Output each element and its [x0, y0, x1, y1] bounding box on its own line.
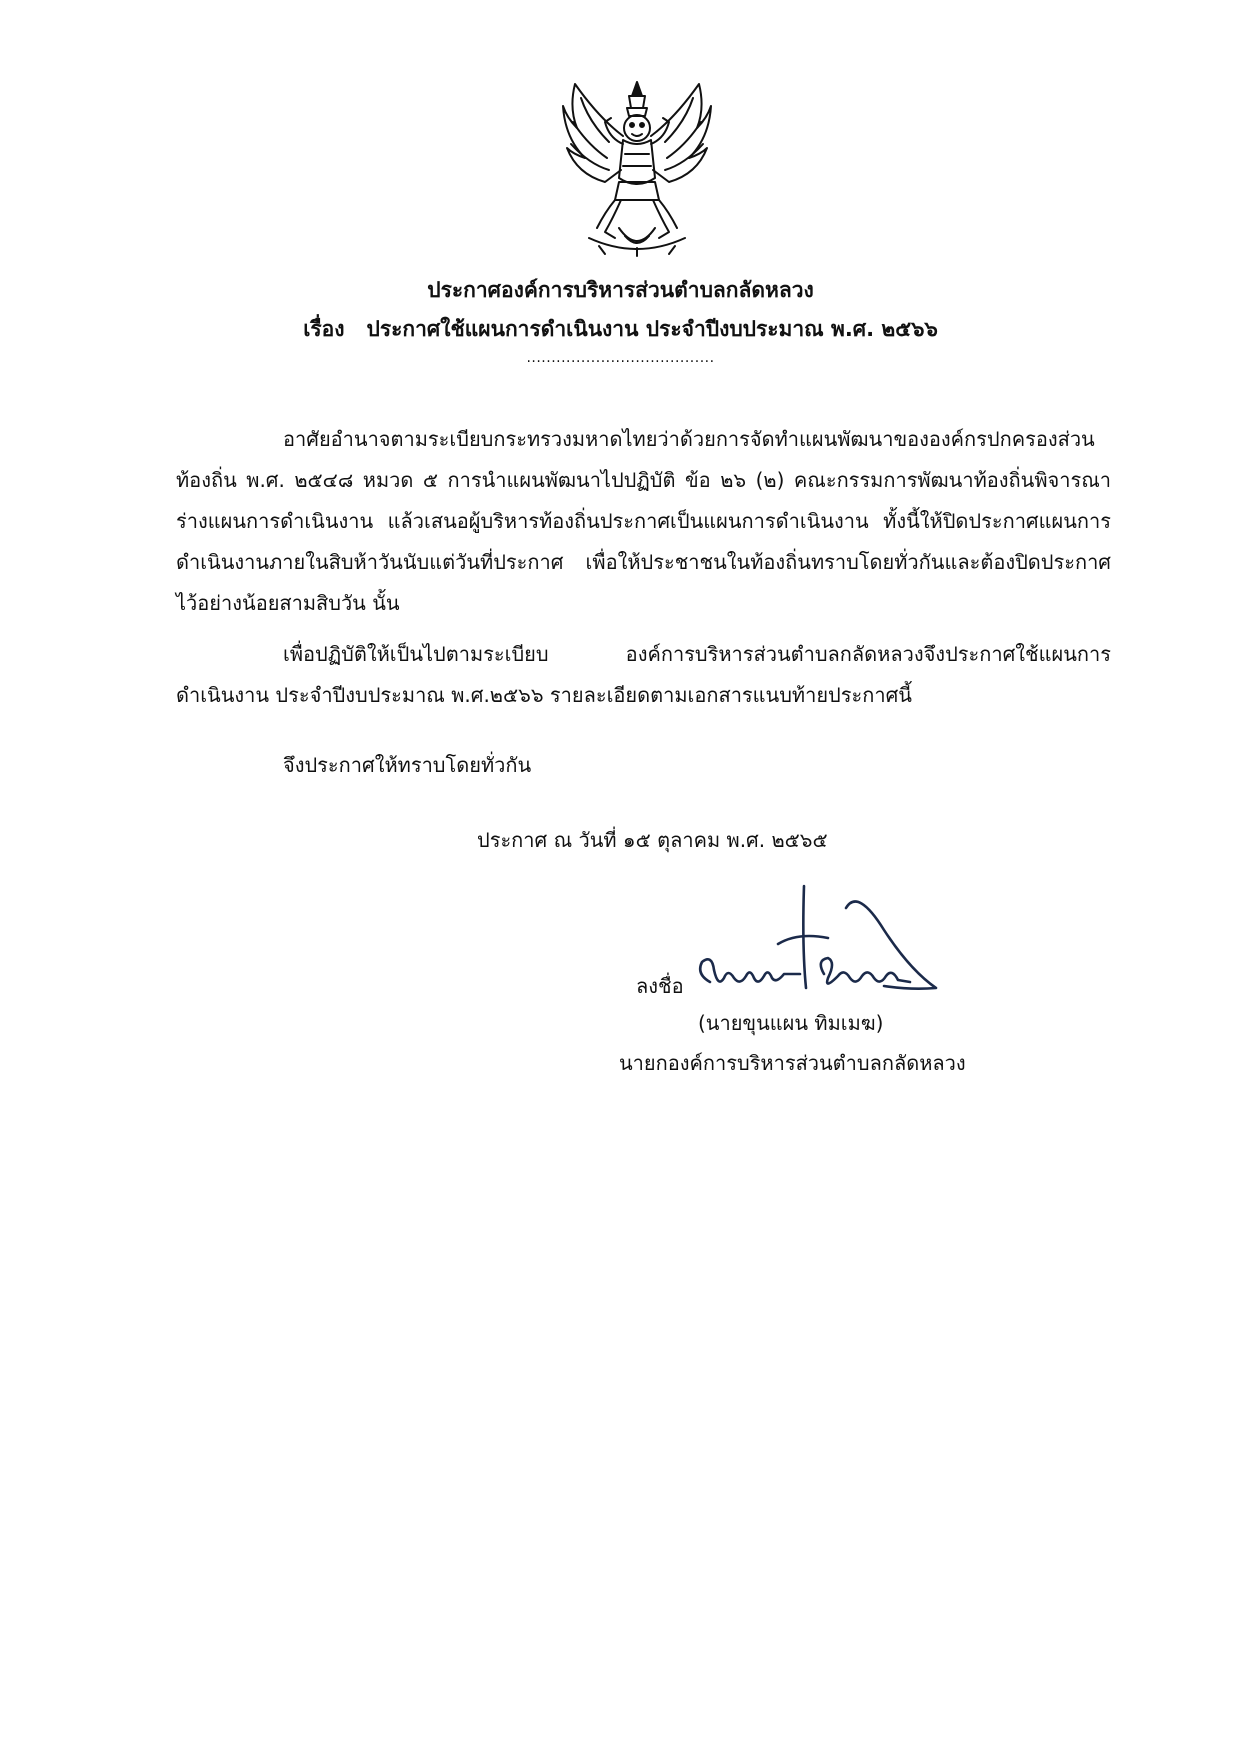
- title-separator: ......................................: [526, 350, 715, 366]
- paragraph-1-line-4: ดำเนินงานภายในสิบห้าวันนับแต่วันที่ประกาศ เพื่อให้ประชาชนในท้องถิ่นทราบโดยทั่วกันและต้องปิดประกาศ: [176, 550, 1111, 574]
- paragraph-1-line-3: ร่างแผนการดำเนินงาน แล้วเสนอผู้บริหารท้องถิ่นประกาศเป็นแผนการดำเนินงาน ทั้งนี้ให้ปิดประกาศแผนการ: [176, 509, 1111, 533]
- signatory-name: (นายขุนแผน ทิมเมฆ): [698, 1011, 884, 1035]
- paragraph-3: จึงประกาศให้ทราบโดยทั่วกัน: [283, 753, 532, 777]
- announcement-subject: [0, 315, 1241, 343]
- signature-label: ลงชื่อ: [636, 974, 684, 998]
- handwritten-signature: [688, 878, 948, 1008]
- paragraph-2-line-1: เพื่อปฏิบัติให้เป็นไปตามระเบียบ องค์การบริหารส่วนตำบลกลัดหลวงจึงประกาศใช้แผนการ: [283, 642, 1111, 666]
- paragraph-1-line-5: ไว้อย่างน้อยสามสิบวัน นั้น: [176, 591, 400, 615]
- signatory-position: นายกองค์การบริหารส่วนตำบลกลัดหลวง: [619, 1051, 966, 1075]
- paragraph-2-line-2: ดำเนินงาน ประจำปีงบประมาณ พ.ศ.๒๕๖๖ รายละเอียดตามเอกสารแนบท้ายประกาศนี้: [176, 683, 912, 707]
- subject-label: เรื่อง: [303, 317, 345, 341]
- announcement-title: ประกาศองค์การบริหารส่วนตำบลกลัดหลวง: [427, 278, 814, 302]
- subject-text: ประกาศใช้แผนการดำเนินงาน ประจำปีงบประมาณ พ.ศ. ๒๕๖๖: [366, 317, 938, 341]
- garuda-emblem-icon: [559, 78, 715, 258]
- paragraph-1-line-1: อาศัยอำนาจตามระเบียบกระทรวงมหาดไทยว่าด้วยการจัดทำแผนพัฒนาขององค์กรปกครองส่วน: [283, 427, 1095, 451]
- paragraph-1-line-2: ท้องถิ่น พ.ศ. ๒๕๔๘ หมวด ๕ การนำแผนพัฒนาไปปฏิบัติ ข้อ ๒๖ (๒) คณะกรรมการพัฒนาท้องถิ่นพิจารณา: [176, 468, 1111, 492]
- announcement-date: ประกาศ ณ วันที่ ๑๕ ตุลาคม พ.ศ. ๒๕๖๕: [477, 828, 828, 852]
